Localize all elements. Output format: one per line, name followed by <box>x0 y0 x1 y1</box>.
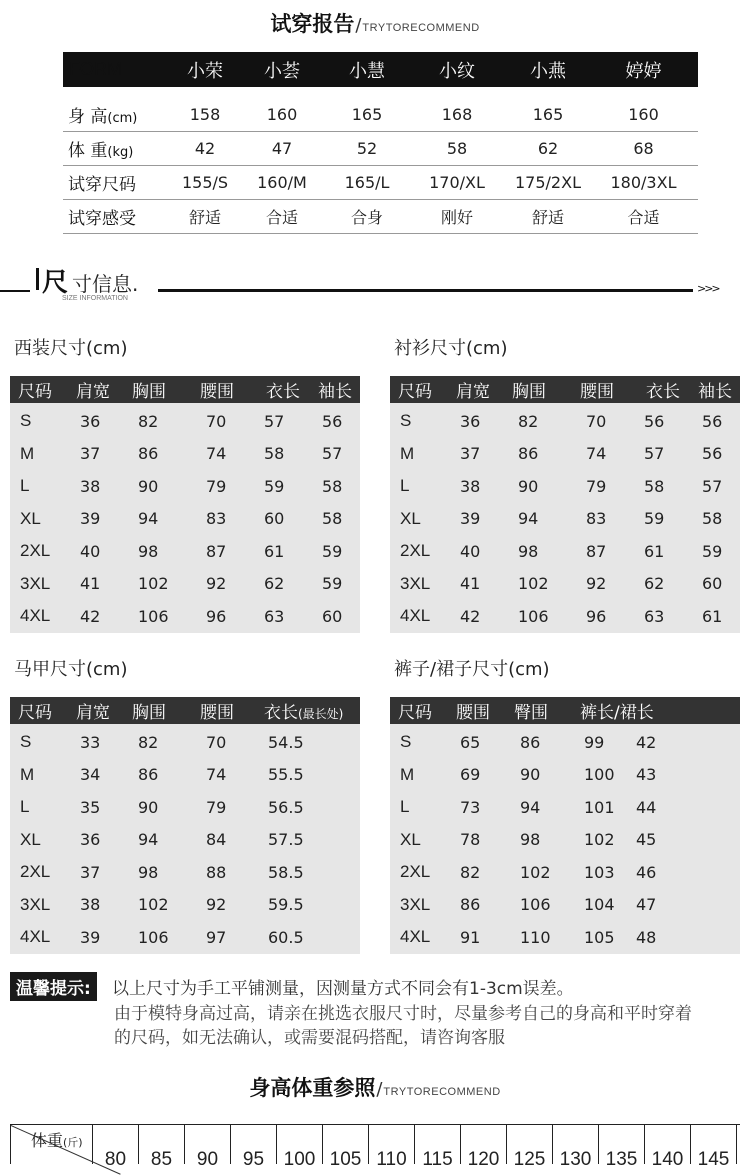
table-cell: 58 <box>446 139 468 158</box>
weight-header-cell: 140 <box>645 1125 691 1164</box>
table-cell: 4XL <box>400 927 431 947</box>
weight-header-cell: 100 <box>277 1125 323 1164</box>
table-cell: 36 <box>80 411 101 431</box>
table-cell: 57 <box>264 411 285 431</box>
suit-size-table <box>10 338 360 633</box>
table-cell: 37 <box>80 862 101 882</box>
table-cell: 98 <box>138 862 159 882</box>
table-header <box>10 697 360 724</box>
shirt-size-table <box>390 338 740 633</box>
table-cell: 155/S <box>181 173 229 192</box>
table-body <box>10 724 360 954</box>
table-cell: 87 <box>206 541 227 561</box>
table-cell: 180/3XL <box>610 173 677 192</box>
table-cell: 39 <box>80 509 101 529</box>
header-cell: 胸围 <box>132 703 166 723</box>
header-cell: 腰围 <box>580 382 614 402</box>
table-cell: 63 <box>644 606 665 626</box>
table-cell: 57 <box>322 444 343 464</box>
table-cell: 98 <box>520 830 541 850</box>
table-cell: 86 <box>138 444 159 464</box>
tryon-title <box>0 8 750 38</box>
table-cell: 37 <box>460 444 481 464</box>
table-cell: 103 <box>584 862 615 882</box>
tryon-header-model: 小荟 <box>264 60 300 82</box>
header-cell: 肩宽 <box>456 382 490 402</box>
table-cell: 106 <box>138 606 169 626</box>
table-cell: 61 <box>264 541 285 561</box>
table-row <box>390 568 740 601</box>
divider-line-right <box>158 289 693 292</box>
table-cell: 2XL <box>20 862 51 882</box>
table-cell: XL <box>20 829 41 849</box>
table-cell: 83 <box>206 509 227 529</box>
table-cell: 94 <box>138 830 159 850</box>
table-cell: 97 <box>206 927 227 947</box>
size-info-subtitle: SIZE INFORMATION <box>62 295 128 302</box>
table-cell: 56 <box>702 444 723 464</box>
table-cell: M <box>400 443 415 463</box>
table-cell: 65 <box>460 732 481 752</box>
shirt-table-title: 衬衫尺寸(cm) <box>394 338 508 359</box>
weight-header-cell: 145 <box>691 1125 737 1164</box>
table-cell: L <box>400 797 410 817</box>
table-cell: 165/L <box>344 173 390 192</box>
table-cell: 41 <box>460 574 481 594</box>
table-cell: 40 <box>460 541 481 561</box>
table-cell: L <box>400 476 410 496</box>
tips-line: 的尺码，如无法确认，或需要混码搭配，请咨询客服 <box>114 1028 505 1048</box>
table-cell: 165 <box>351 104 383 124</box>
table-cell: 合身 <box>350 208 383 227</box>
table-cell: 96 <box>206 606 227 626</box>
table-cell: 58.5 <box>268 862 304 882</box>
weight-header-cell: 115 <box>415 1125 461 1164</box>
header-cell: 尺码 <box>18 703 52 723</box>
tryon-header-model: 小纹 <box>439 60 475 82</box>
weight-header-cell: 80 <box>93 1125 139 1164</box>
table-cell: 104 <box>584 895 615 915</box>
table-cell: 79 <box>586 476 607 496</box>
table-cell: 165 <box>532 104 564 124</box>
table-cell: 38 <box>460 476 481 496</box>
table-cell: M <box>20 443 35 463</box>
table-cell: 4XL <box>400 606 431 626</box>
divider-bar <box>36 268 39 290</box>
table-cell: 33 <box>80 732 101 752</box>
table-cell: 52 <box>356 139 378 158</box>
header-cell: 腰围 <box>456 703 490 723</box>
row-label: 体 重(kg) <box>68 141 134 161</box>
table-cell: 61 <box>702 606 723 626</box>
table-cell: 82 <box>138 411 159 431</box>
weight-header-cell: 120 <box>461 1125 507 1164</box>
table-row <box>390 791 740 824</box>
table-cell: 102 <box>520 862 551 882</box>
table-cell: 90 <box>518 476 539 496</box>
header-cell: 臀围 <box>514 703 548 723</box>
vest-size-table <box>10 659 360 954</box>
tryon-title-slash: / <box>355 15 362 36</box>
table-cell: 74 <box>206 444 227 464</box>
table-row <box>390 856 740 889</box>
row-label: 试穿感受 <box>68 209 136 229</box>
table-cell: 41 <box>80 574 101 594</box>
table-cell: 59 <box>322 541 343 561</box>
table-cell: 60.5 <box>268 927 304 947</box>
table-cell: 46 <box>636 862 657 882</box>
table-cell: 87 <box>586 541 607 561</box>
table-row <box>10 726 360 759</box>
tryon-header-model: 婷婷 <box>625 60 662 82</box>
table-cell: 38 <box>80 895 101 915</box>
table-cell: 86 <box>518 444 539 464</box>
header-cell: 肩宽 <box>76 382 110 402</box>
table-cell: L <box>20 476 30 496</box>
table-row <box>390 535 740 568</box>
table-cell: 38 <box>80 476 101 496</box>
table-cell: 86 <box>138 765 159 785</box>
table-cell: 106 <box>138 927 169 947</box>
table-cell: 70 <box>206 411 227 431</box>
hw-corner-cell <box>11 1125 93 1164</box>
table-row <box>10 503 360 536</box>
table-row <box>390 600 740 633</box>
tryon-row-feel <box>63 200 698 234</box>
hw-corner-label: 体重(斤) <box>31 1131 83 1150</box>
table-cell: 57 <box>702 476 723 496</box>
table-cell: 34 <box>80 765 101 785</box>
table-cell: 74 <box>206 765 227 785</box>
chevron-right-icon: >>> <box>697 282 719 295</box>
table-cell: 4XL <box>20 606 51 626</box>
tryon-header-row <box>63 52 698 87</box>
table-row <box>10 535 360 568</box>
pants-size-table <box>390 659 740 954</box>
weight-header-cell: 125 <box>507 1125 553 1164</box>
table-cell: 3XL <box>20 573 51 593</box>
table-cell: 90 <box>138 797 159 817</box>
header-cell: 衣长 <box>266 382 300 402</box>
table-row <box>390 889 740 922</box>
table-row <box>390 503 740 536</box>
table-cell: 78 <box>460 830 481 850</box>
table-row <box>390 405 740 438</box>
header-cell: 裤长/裙长 <box>580 703 654 723</box>
divider-line-left <box>0 290 30 292</box>
table-cell: 90 <box>138 476 159 496</box>
table-row <box>10 759 360 792</box>
size-info-divider <box>0 262 750 312</box>
table-cell: 舒适 <box>531 208 564 227</box>
table-cell: 160 <box>266 104 298 124</box>
table-cell: 60 <box>702 574 723 594</box>
table-cell: 59.5 <box>268 895 304 915</box>
table-cell: 90 <box>520 765 541 785</box>
table-cell: 59 <box>322 574 343 594</box>
table-cell: 44 <box>636 797 657 817</box>
table-cell: 3XL <box>20 894 51 914</box>
table-cell: L <box>20 797 30 817</box>
weight-header-cell: 85 <box>139 1125 185 1164</box>
weight-header-cell: 110 <box>369 1125 415 1164</box>
row-label: 身 高(cm) <box>68 106 138 127</box>
table-cell: 62 <box>537 139 559 158</box>
table-cell: 62 <box>264 574 285 594</box>
table-row <box>10 438 360 471</box>
tips-line: 由于模特身高过高，请亲在挑选衣服尺寸时，尽量参考自己的身高和平时穿着 <box>114 1004 692 1024</box>
table-cell: 101 <box>584 797 615 817</box>
hw-title-cn: 身高体重参照 <box>249 1076 376 1100</box>
table-header <box>390 697 740 724</box>
table-cell: S <box>20 411 32 431</box>
header-cell: 袖长 <box>318 382 352 402</box>
table-row <box>390 470 740 503</box>
table-cell: 61 <box>644 541 665 561</box>
table-cell: 58 <box>322 476 343 496</box>
table-cell: 57 <box>644 444 665 464</box>
table-cell: 91 <box>460 927 481 947</box>
table-row <box>390 759 740 792</box>
table-cell: 160 <box>628 104 659 124</box>
table-cell: 82 <box>460 862 481 882</box>
table-cell: 59 <box>644 509 665 529</box>
table-cell: 102 <box>518 574 549 594</box>
table-cell: 102 <box>138 895 169 915</box>
table-row <box>390 824 740 857</box>
table-cell: 56 <box>702 411 723 431</box>
tips-line: 以上尺寸为手工平铺测量，因测量方式不同会有1-3cm误差。 <box>112 979 574 999</box>
hw-title <box>0 1072 750 1102</box>
tryon-header-form: FORM <box>69 59 122 79</box>
tryon-title-cn: 试穿报告 <box>270 12 355 36</box>
table-cell: 83 <box>586 509 607 529</box>
header-cell: 衣长(最长处) <box>264 703 344 723</box>
header-cell: 尺码 <box>398 703 432 723</box>
hw-title-slash: / <box>376 1079 383 1100</box>
header-cell: 腰围 <box>200 703 234 723</box>
table-cell: XL <box>20 508 41 528</box>
table-cell: 47 <box>636 895 657 915</box>
vest-table-title: 马甲尺寸(cm) <box>14 659 128 680</box>
weight-header-cell: 135 <box>599 1125 645 1164</box>
table-cell: 40 <box>80 541 101 561</box>
table-cell: 68 <box>633 139 654 158</box>
table-cell: M <box>400 764 415 784</box>
header-cell: 尺码 <box>398 382 432 402</box>
header-cell: 胸围 <box>132 382 166 402</box>
table-cell: 92 <box>206 574 227 594</box>
table-cell: 2XL <box>400 541 431 561</box>
tryon-row-weight <box>63 132 698 166</box>
table-cell: 102 <box>138 574 169 594</box>
table-cell: 47 <box>271 139 293 158</box>
weight-header-cell: 105 <box>323 1125 369 1164</box>
header-cell: 袖长 <box>698 382 732 402</box>
table-cell: 168 <box>441 104 473 124</box>
table-cell: 175/2XL <box>515 173 581 192</box>
table-header <box>10 376 360 403</box>
table-cell: 94 <box>518 509 539 529</box>
table-cell: 58 <box>264 444 285 464</box>
tryon-row-height <box>63 87 698 132</box>
table-cell: 94 <box>520 797 541 817</box>
table-cell: 86 <box>460 895 481 915</box>
size-info-big-char: 尺 <box>42 268 69 298</box>
table-cell: 170/XL <box>429 173 485 192</box>
table-cell: 58 <box>702 509 723 529</box>
table-cell: 69 <box>460 765 481 785</box>
table-row <box>10 889 360 922</box>
table-cell: 4XL <box>20 927 51 947</box>
suit-table-title: 西装尺寸(cm) <box>14 338 128 359</box>
table-cell: 45 <box>636 830 657 850</box>
table-cell: S <box>400 732 412 752</box>
table-cell: S <box>20 732 32 752</box>
tryon-header-model: 小慧 <box>349 60 385 82</box>
table-cell: 106 <box>518 606 549 626</box>
table-cell: 60 <box>264 509 285 529</box>
table-cell: 102 <box>584 830 615 850</box>
table-cell: 合适 <box>627 208 660 227</box>
table-row <box>10 405 360 438</box>
table-cell: 42 <box>636 732 657 752</box>
table-cell: 74 <box>586 444 607 464</box>
table-cell: 54.5 <box>268 732 304 752</box>
table-cell: 98 <box>518 541 539 561</box>
table-cell: 58 <box>644 476 665 496</box>
header-cell: 胸围 <box>512 382 546 402</box>
table-row <box>10 470 360 503</box>
table-cell: M <box>20 764 35 784</box>
table-cell: 55.5 <box>268 765 304 785</box>
hw-title-en: TRYTORECOMMEND <box>383 1086 501 1098</box>
header-cell: 衣长 <box>646 382 680 402</box>
weight-header-cell: 90 <box>185 1125 231 1164</box>
table-row <box>390 438 740 471</box>
table-cell: 58 <box>322 509 343 529</box>
header-cell: 尺码 <box>18 382 52 402</box>
table-cell: 158 <box>189 104 221 124</box>
table-body <box>390 403 740 633</box>
table-cell: 98 <box>138 541 159 561</box>
table-cell: 刚好 <box>440 208 473 227</box>
table-cell: 2XL <box>20 541 51 561</box>
table-cell: 70 <box>586 411 607 431</box>
table-cell: 94 <box>138 509 159 529</box>
table-row <box>10 791 360 824</box>
tips-tag: 温馨提示: <box>10 972 97 1001</box>
table-cell: 39 <box>460 509 481 529</box>
table-header <box>390 376 740 403</box>
table-cell: XL <box>400 829 421 849</box>
table-cell: 86 <box>520 732 541 752</box>
table-row <box>10 600 360 633</box>
hw-table <box>10 1124 740 1170</box>
table-row <box>10 921 360 954</box>
table-cell: 59 <box>264 476 285 496</box>
table-cell: 48 <box>636 927 657 947</box>
table-cell: 2XL <box>400 862 431 882</box>
table-cell: 84 <box>206 830 227 850</box>
table-cell: 79 <box>206 476 227 496</box>
table-cell: 56 <box>322 411 343 431</box>
table-cell: 舒适 <box>188 208 221 227</box>
table-cell: 63 <box>264 606 285 626</box>
table-cell: 60 <box>322 606 343 626</box>
table-row <box>10 856 360 889</box>
table-cell: 56 <box>644 411 665 431</box>
table-cell: 106 <box>520 895 551 915</box>
tryon-header-model: 小荣 <box>187 60 223 82</box>
table-cell: 79 <box>206 797 227 817</box>
weight-header-cell: 130 <box>553 1125 599 1164</box>
header-cell: 肩宽 <box>76 703 110 723</box>
table-cell: 42 <box>194 139 216 158</box>
tryon-row-size <box>63 166 698 200</box>
size-info-title: 寸信息. <box>72 272 139 296</box>
pants-table-title: 裤子/裙子尺寸(cm) <box>394 659 550 680</box>
table-row <box>10 824 360 857</box>
table-cell: 56.5 <box>268 797 304 817</box>
tryon-table <box>63 52 698 234</box>
table-cell: 59 <box>702 541 723 561</box>
tryon-header-model: 小燕 <box>530 60 566 82</box>
header-cell: 腰围 <box>200 382 234 402</box>
table-cell: 92 <box>206 895 227 915</box>
table-cell: 82 <box>138 732 159 752</box>
table-cell: 100 <box>584 765 615 785</box>
table-cell: 36 <box>460 411 481 431</box>
table-cell: S <box>400 411 412 431</box>
table-cell: 36 <box>80 830 101 850</box>
table-cell: 92 <box>586 574 607 594</box>
row-label: 试穿尺码 <box>68 175 136 195</box>
table-cell: 3XL <box>400 894 431 914</box>
table-body <box>390 724 740 954</box>
table-cell: 88 <box>206 862 227 882</box>
table-cell: 39 <box>80 927 101 947</box>
tryon-title-en: TRYTORECOMMEND <box>362 22 480 34</box>
table-cell: 160/M <box>257 173 307 192</box>
table-cell: 99 <box>584 732 605 752</box>
table-cell: 37 <box>80 444 101 464</box>
table-cell: 合适 <box>265 208 298 227</box>
table-cell: 82 <box>518 411 539 431</box>
table-row <box>10 568 360 601</box>
table-row <box>390 921 740 954</box>
table-cell: 43 <box>636 765 657 785</box>
table-cell: 35 <box>80 797 101 817</box>
table-body <box>10 403 360 633</box>
table-cell: 42 <box>460 606 481 626</box>
table-row <box>390 726 740 759</box>
table-cell: XL <box>400 508 421 528</box>
weight-header-cell: 95 <box>231 1125 277 1164</box>
table-cell: 96 <box>586 606 607 626</box>
table-cell: 110 <box>520 927 551 947</box>
table-cell: 105 <box>584 927 615 947</box>
table-cell: 3XL <box>400 573 431 593</box>
table-cell: 70 <box>206 732 227 752</box>
table-cell: 42 <box>80 606 101 626</box>
table-cell: 62 <box>644 574 665 594</box>
table-cell: 73 <box>460 797 481 817</box>
table-cell: 57.5 <box>268 830 304 850</box>
